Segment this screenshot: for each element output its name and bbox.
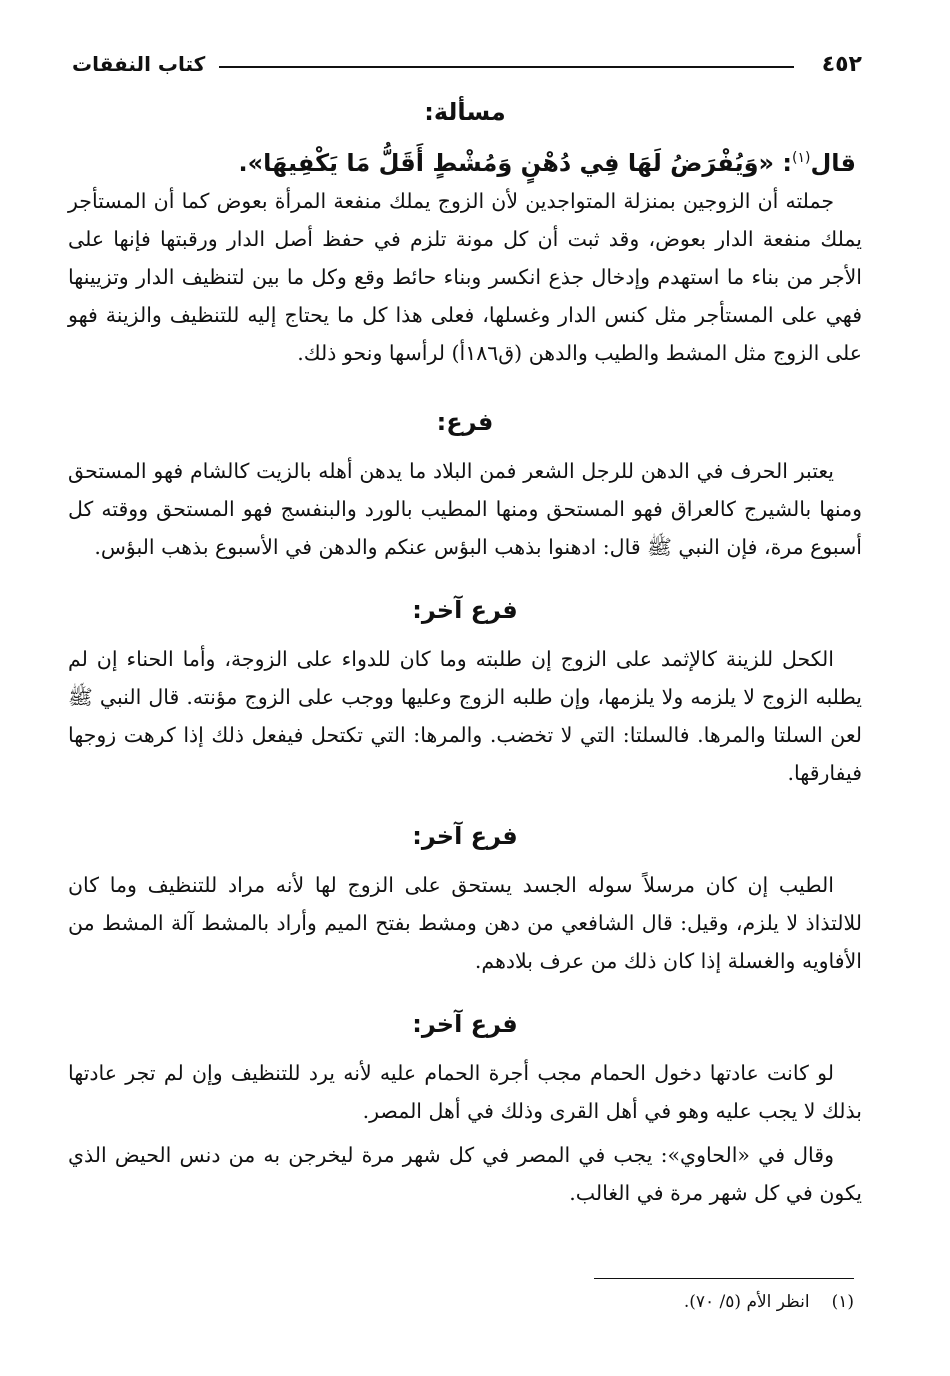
section-heading: فرع آخر:	[412, 822, 518, 850]
running-title: كتاب النفقات	[72, 52, 206, 76]
footnote-marker[interactable]: (١)	[791, 150, 811, 166]
footnote-rule	[594, 1278, 854, 1279]
section-heading: فرع آخر:	[412, 1010, 518, 1038]
paragraph: وقال في «الحاوي»: يجب في المصر في كل شهر مرة ليخرجن به من دنس الحيض الذي يكون في كل شهر مرة في الغالب.	[68, 1143, 862, 1205]
running-header	[72, 44, 862, 84]
section-heading: مسألة:	[424, 98, 506, 126]
page-number: ٤٥٢	[821, 51, 862, 77]
paragraph: الطيب إن كان مرسلاً سوله الجسد يستحق على الزوج لها لأنه مراد للتنظيف وما كان للالتذاذ لا يلزم، وقيل: قال الشافعي من دهن ومشط بفتح الميم وأراد بالمشط آلة المشط من الأفاويه والغسلة إذا كان ذلك من عرف بلادهم.	[68, 873, 862, 973]
header-rule	[219, 66, 793, 68]
paragraph: يعتبر الحرف في الدهن للرجل الشعر فمن البلاد ما يدهن أهله بالزيت كالشام فهو المستحق ومنها بالشيرج كالعراق فهو المستحق ومنها المطيب بالورد والبنفسج فهو المستحق ووقته كل أسبوع مرة، فإن النبي ﷺ قال: ادهنوا بذهب البؤس عنكم والدهن في الأسبوع بذهب البؤس.	[68, 459, 862, 559]
section-heading: فرع آخر:	[412, 596, 518, 624]
quoted-text	[68, 134, 862, 182]
footnote-text: انظر الأم (٥/ ٧٠).	[683, 1292, 810, 1312]
quote-body: : «وَيُفْرَضُ لَهَا فِي دُهْنٍ وَمُشْطٍ أَقَلُّ مَا يَكْفِيهَا».	[238, 149, 792, 177]
paragraph: لو كانت عادتها دخول الحمام مجب أجرة الحمام عليه لأنه يرد للتنظيف وإن لم تجر عادتها بذلك لا يجب عليه وهو في أهل القرى وذلك في أهل المصر.	[68, 1061, 862, 1123]
footnote-number: (١)	[831, 1292, 854, 1312]
quote-prefix: قال	[810, 149, 856, 177]
paragraph: جملته أن الزوجين بمنزلة المتواجدين لأن الزوج يملك منفعة المرأة بعوض كما أن المستأجر يملك منفعة الدار بعوض، وقد ثبت أن كل مونة تلزم في حفظ أصل الدار ورقبتها فإنها على الأجر من بناء ما استهدم وإدخال جذع انكسر وبناء حائط وقع وكل ما بين لتنظيف الدار وتزيينها فهي على المستأجر مثل كنس الدار وغسلها، فعلى هذا كل ما يحتاج إليه للتنظيف والزينة فهو على الزوج مثل المشط والطيب والدهن (ق١٨٦أ) لرأسها ونحو ذلك.	[68, 189, 862, 365]
footnote	[684, 1292, 854, 1312]
section-heading: فرع:	[436, 408, 494, 436]
page-body	[68, 90, 862, 1212]
paragraph: الكحل للزينة كالإثمد على الزوج إن طلبته وما كان للدواء على الزوجة، وأما الحناء إن لم يطلبه الزوج لا يلزمه ولا يلزمها، وإن طلبه الزوج وعليها ووجب على الزوج مؤنته. قال النبي ﷺ لعن السلتا والمرها. فالسلتا: التي لا تخضب. والمرها: التي تكتحل فيفعل ذلك إذا كرهت زوجها فيفارقها.	[68, 647, 862, 785]
